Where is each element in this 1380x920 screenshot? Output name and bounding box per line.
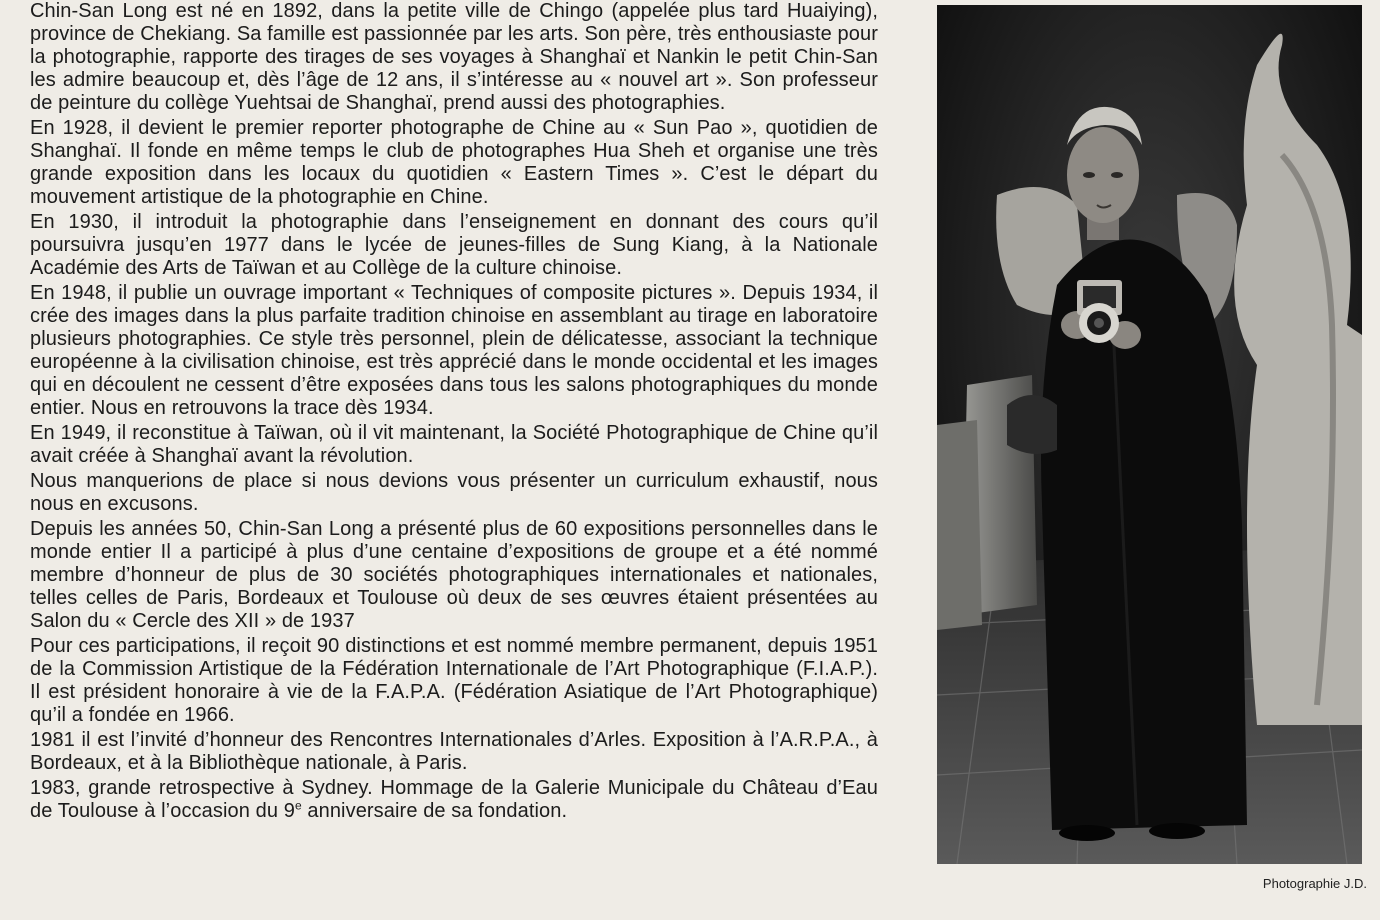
portrait-photo-illustration [937, 5, 1362, 864]
ordinal-superscript: e [294, 798, 302, 813]
paragraph-1983 [30, 777, 878, 823]
article-text [30, 0, 878, 825]
portrait-photograph [937, 5, 1362, 864]
paragraph-1983-end: anniversaire de sa fondation. [301, 800, 568, 822]
paragraph-distinctions: Pour ces participations, il reçoit 90 distinctions et est nommé membre permanent, depuis 1951 de la Commission Artistique de la Fédération Internationale de l’Art Photographique (F.I.A.P.). Il est président honoraire à vie de la F.A.P.A. (Fédération Asiatique de l’Art Photographique) qu’il a fondée en 1966. [30, 635, 878, 726]
paragraph-1928: En 1928, il devient le premier reporter photographe de Chine au « Sun Pao », quotidien de Shanghaï. Il fonde en même temps le club de photographes Hua Sheh et organise une très grande exposition dans les locaux du quotidien « Eastern Times ». C’est le départ du mouvement artistique de la photographie en Chine. [30, 117, 878, 208]
paragraph-1930: En 1930, il introduit la photographie dans l’enseignement en donnant des cours qu’il poursuivra jusqu’en 1977 dans le lycée de jeunes-filles de Sung Kiang, à la Nationale Académie des Arts de Taïwan et au Collège de la culture chinoise. [30, 211, 878, 279]
paragraph-expositions: Depuis les années 50, Chin-San Long a présenté plus de 60 expositions personnelles dans le monde entier Il a participé à plus d’une centaine d’expositions de groupe et a été nommé membre d’honneur de plus de 30 sociétés photographiques internationales et nationales, telles celles de Paris, Bordeaux et Toulouse où deux de ses œuvres étaient présentées au Salon du « Cercle des XII » de 1937 [30, 518, 878, 632]
paragraph-1948: En 1948, il publie un ouvrage important « Techniques of composite pictures ». Depuis 1934, il crée des images dans la plus parfaite tradition chinoise en assemblant au tirage en laboratoire plusieurs photographies. Ce style très personnel, plein de délicatesse, associant la technique européenne à la civilisation chinoise, est très apprécié dans le monde occidental et les images qui en découlent ne cessent d’être exposées dans tous les salons photographiques du monde entier. Nous en retrouvons la trace dès 1934. [30, 282, 878, 419]
paragraph-birth: Chin-San Long est né en 1892, dans la petite ville de Chingo (appelée plus tard Huaiying), province de Chekiang. Sa famille est passionnée par les arts. Son père, très enthousiaste pour la photographie, rapporte des tirages de ses voyages à Shanghaï et Nankin le petit Chin-San les admire beaucoup et, dès l’âge de 12 ans, il s’intéresse au « nouvel art ». Son professeur de peinture du collège Yuehtsai de Shanghaï, prend aussi des photographies. [30, 0, 878, 114]
paragraph-1981: 1981 il est l’invité d’honneur des Rencontres Internationales d’Arles. Exposition à l’A.R.P.A., à Bordeaux, et à la Bibliothèque nationale, à Paris. [30, 729, 878, 774]
paragraph-1949: En 1949, il reconstitue à Taïwan, où il vit maintenant, la Société Photographique de Chine qu’il avait créée à Shanghaï avant la révolution. [30, 422, 878, 467]
paragraph-1983-text: 1983, grande retrospective à Sydney. Hommage de la Galerie Municipale du Château d’Eau de Toulouse à l’occasion du 9 [30, 777, 878, 822]
paragraph-curriculum: Nous manquerions de place si nous devions vous présenter un curriculum exhaustif, nous nous en excusons. [30, 470, 878, 515]
photo-caption: Photographie J.D. [1262, 876, 1367, 891]
